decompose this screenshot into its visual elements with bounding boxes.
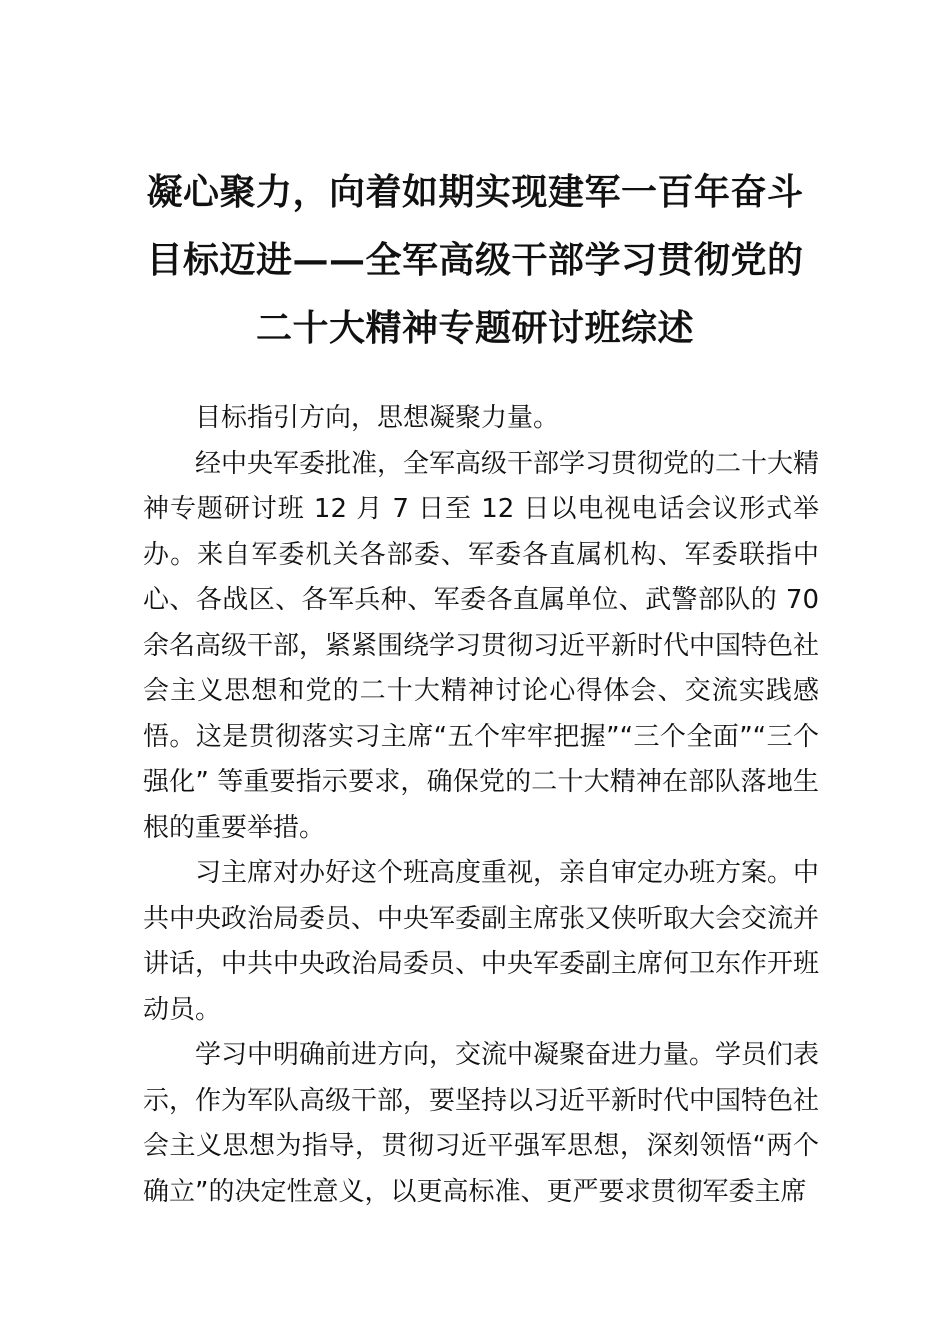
paragraph-event: 经中央军委批准，全军高级干部学习贯彻党的二十大精神专题研讨班 12 月 7 日至 12 日以电视电话会议形式举办。来自军委机关各部委、军委各直属机构、军委联指中心、各战区、各军兵种、军委各直属单位、武警部队的 70 余名高级干部，紧紧围绕学习贯彻习近平新时代中国特色社会主义思想和党的二十大精神讨论心得体会、交流实践感悟。这是贯彻落实习主席“五个牢牢把握”“三个全面”“三个强化” 等重要指示要求，确保党的二十大精神在部队落地生根的重要举措。 — [143, 448, 820, 843]
article-body — [143, 396, 819, 1215]
paragraph-leadership: 习主席对办好这个班高度重视，亲自审定办班方案。中共中央政治局委员、中央军委副主席张又侠听取大会交流并讲话，中共中央政治局委员、中央军委副主席何卫东作开班动员。 — [143, 858, 820, 1025]
title-line-3: 二十大精神专题研讨班综述 — [255, 307, 694, 349]
title-line-1: 凝心聚力，向着如期实现建军一百年奋斗 — [146, 171, 804, 213]
paragraph-learning: 学习中明确前进方向，交流中凝聚奋进力量。学员们表示，作为军队高级干部，要坚持以习近平新时代中国特色社会主义思想为指导，贯彻习近平强军思想，深刻领悟“两个确立”的决定性意义，以更高标准、更严要求贯彻军委主席 — [143, 1040, 820, 1207]
article-title — [140, 158, 810, 362]
paragraph-intro: 目标指引方向，思想凝聚力量。 — [195, 403, 560, 433]
title-line-2: 目标迈进——全军高级干部学习贯彻党的 — [146, 239, 804, 281]
